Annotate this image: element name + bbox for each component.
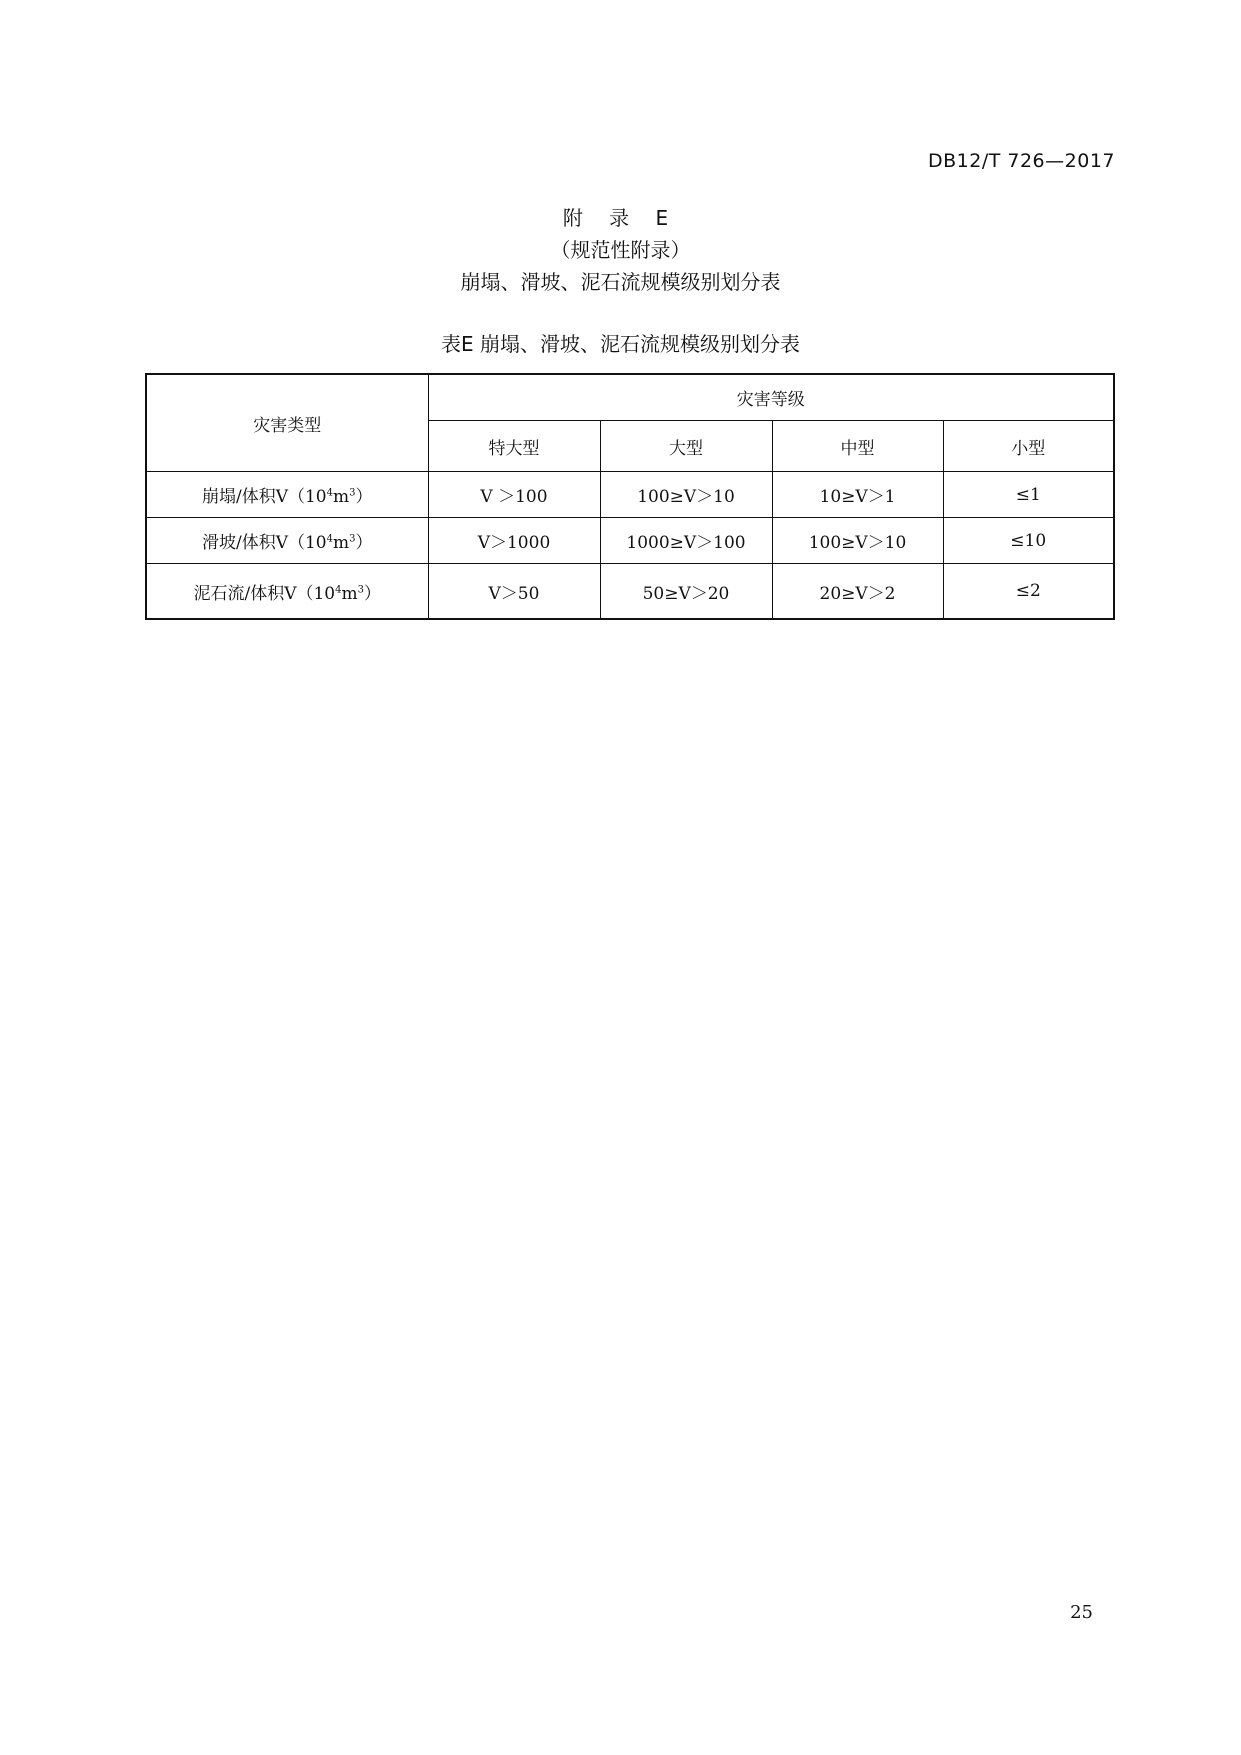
table-caption: 表E 崩塌、滑坡、泥石流规模级别划分表 [441,332,800,356]
cell-value: ≤2 [943,564,1114,620]
cell-value: 100≥V＞10 [600,472,772,518]
table-header-row [146,374,1114,421]
disaster-scale-table [145,373,1115,620]
cell-value: V＞1000 [428,518,600,564]
page-number: 25 [1070,1602,1093,1623]
type-name: 泥石流/体积V（10 [193,583,336,604]
table-row [146,518,1114,564]
table-row [146,472,1114,518]
cell-value: ≤10 [943,518,1114,564]
unit-exponent: 4 [335,583,342,595]
type-name: 崩塌/体积V（10 [201,487,327,507]
unit-exponent: 3 [349,487,356,499]
header-grade-level: 大型 [600,421,772,472]
header-disaster-grade: 灾害等级 [428,374,1114,421]
header-grade-level: 中型 [772,421,943,472]
unit-exponent: 4 [326,533,333,545]
cell-value: 10≥V＞1 [772,472,943,518]
row-disaster-type [146,472,428,518]
cell-value: 100≥V＞10 [772,518,943,564]
unit-symbol: m [341,583,358,604]
cell-value: V＞50 [428,564,600,620]
document-number: DB12/T 726—2017 [927,150,1115,172]
type-name: 滑坡/体积V（10 [201,533,327,553]
cell-value: V ＞100 [428,472,600,518]
cell-value: 20≥V＞2 [772,564,943,620]
unit-close: ） [364,583,381,604]
appendix-type: （规范性附录） [550,238,691,262]
cell-value: ≤1 [943,472,1114,518]
unit-symbol: m [333,533,350,553]
row-disaster-type [146,518,428,564]
unit-close: ） [355,487,373,507]
unit-exponent: 3 [349,533,356,545]
cell-value: 1000≥V＞100 [600,518,772,564]
header-grade-level: 小型 [943,421,1114,472]
appendix-label: 附 录 E [562,206,679,230]
unit-exponent: 3 [357,583,364,595]
table-row [146,564,1114,620]
appendix-title: 崩塌、滑坡、泥石流规模级别划分表 [460,270,781,294]
header-disaster-type: 灾害类型 [146,374,428,472]
unit-close: ） [355,533,373,553]
row-disaster-type [146,564,428,620]
unit-symbol: m [333,487,350,507]
cell-value: 50≥V＞20 [600,564,772,620]
unit-exponent: 4 [326,487,333,499]
header-grade-level: 特大型 [428,421,600,472]
